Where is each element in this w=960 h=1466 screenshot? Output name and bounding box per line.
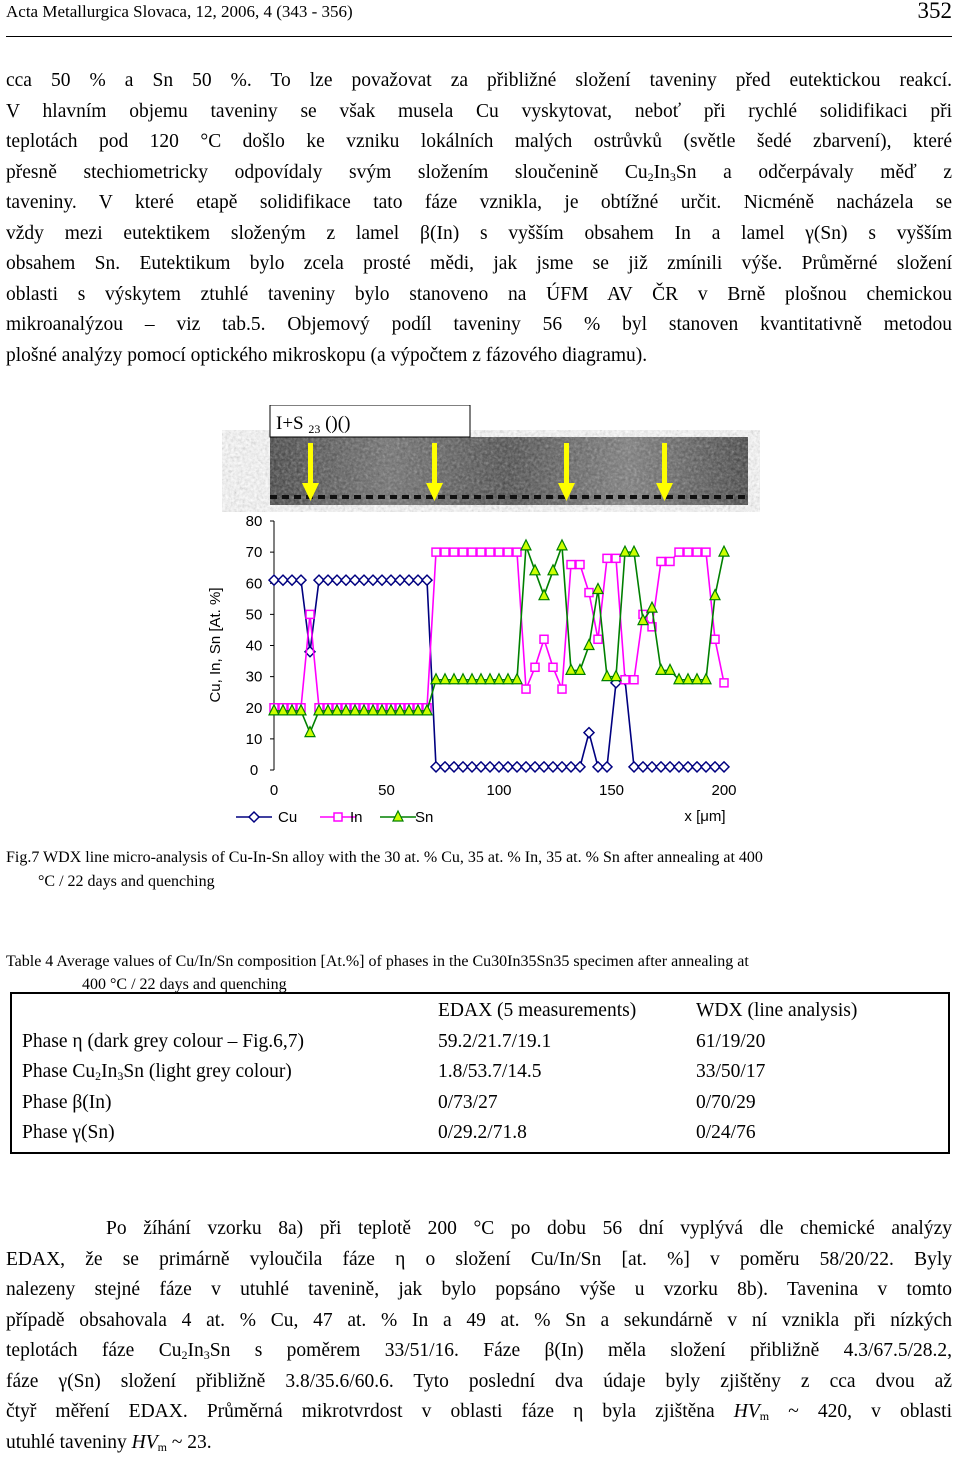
data-point-in	[621, 676, 629, 684]
p2-text: teplotách fáze Cu	[6, 1340, 182, 1361]
p2-line: fáze γ(Sn) složení přibližně 3.8/35.6/60.6. Tyto poslední dva údaje byly zjištěny z cca dvou až	[6, 1370, 952, 1392]
data-point-in	[486, 548, 494, 556]
p2-line	[6, 1214, 952, 1245]
data-point-in	[576, 561, 584, 569]
data-point-in	[432, 548, 440, 556]
data-point-in	[603, 554, 611, 562]
y-tick-label: 0	[249, 762, 259, 779]
y-tick-label: 20	[245, 699, 263, 717]
page-header	[6, 0, 952, 37]
p2-text: Sn s poměrem 33/51/16. Fáze β(In) měla složení přibližně 4.3/67.5/28.2,	[209, 1340, 952, 1361]
legend-marker-cu	[249, 812, 259, 822]
legend-marker-sn	[393, 811, 403, 821]
data-point-in	[594, 635, 602, 643]
x-tick-label: 50	[378, 782, 395, 799]
p2-text: čtyř měření EDAX. Průměrná mikrotvrdost v oblasti fáze η byla zjištěna	[6, 1401, 734, 1422]
subscript: 3	[669, 169, 676, 184]
y-tick-label: 50	[245, 606, 263, 624]
p2-line	[6, 1336, 952, 1367]
legend	[236, 809, 433, 826]
journal-citation: Acta Metallurgica Slovaca, 12, 2006, 4 (343 - 356)	[6, 2, 353, 21]
data-point-in	[558, 685, 566, 693]
data-point-in	[459, 548, 467, 556]
phase-text: In	[101, 1061, 118, 1082]
subscript: 2	[647, 169, 654, 184]
p1-line: teplotách pod 120 °C došlo ke vzniku lokálních malých ostrůvků (světle šedé zbarvení), které	[6, 131, 952, 152]
table-cell-phase: Phase η (dark grey colour – Fig.6,7)	[22, 1030, 305, 1052]
figure-caption-line: °C / 22 days and quenching	[38, 873, 215, 890]
x-tick-label: 100	[486, 782, 512, 799]
data-point-in	[657, 557, 665, 565]
figure-wdx-line-analysis	[200, 405, 760, 830]
data-point-in	[567, 561, 575, 569]
y-tick-label: 60	[245, 575, 263, 593]
table-cell-wdx: 61/19/20	[696, 1030, 766, 1052]
table-cell-phase: Phase β(In)	[22, 1091, 112, 1113]
subscript: 2	[181, 1348, 188, 1362]
figure-caption-line: Fig.7 WDX line micro-analysis of Cu-In-Sn alloy with the 30 at. % Cu, 35 at. % In, 35 at. % Sn after annealing at 400	[6, 849, 763, 866]
legend-label-in: In	[350, 809, 363, 826]
data-point-in	[711, 635, 719, 643]
p1-line: vždy mezi eutektikem složeným z lamel β(In) s vyšším obsahem In a lamel γ(Sn) s vyšším	[6, 222, 952, 244]
table-cell-wdx: 0/24/76	[696, 1122, 756, 1143]
data-point-in	[684, 548, 692, 556]
y-tick-label: 30	[245, 668, 263, 686]
data-point-in	[612, 554, 620, 562]
table-row	[22, 1088, 946, 1119]
phase-text: Phase Cu	[22, 1061, 96, 1082]
composition-table	[10, 992, 950, 1154]
p2-line	[6, 1397, 952, 1428]
data-point-in	[630, 676, 638, 684]
subscript: m	[759, 1409, 770, 1423]
data-point-in	[675, 548, 683, 556]
p2-line: případě obsahovala 4 at. % Cu, 47 at. % In a 49 at. % Sn a sekundárně v ní vznikla při nízkých	[6, 1309, 952, 1331]
p2-text: In	[187, 1340, 204, 1361]
x-tick-label: 200	[711, 782, 737, 799]
p2-text: ~ 420, v oblasti	[769, 1401, 952, 1422]
y-axis-label: Cu, In, Sn [At. %]	[207, 587, 224, 703]
table-header-cell: WDX (line analysis)	[696, 1000, 858, 1021]
table-cell-edax: 0/29.2/71.8	[438, 1122, 527, 1143]
data-point-in	[477, 548, 485, 556]
data-point-in	[702, 548, 710, 556]
table-caption-line: Table 4 Average values of Cu/In/Sn composition [At.%] of phases in the Cu30In35Sn35 specimen after annealing at	[6, 953, 749, 970]
hv-symbol: HV	[131, 1431, 158, 1453]
p2-text: Po žíhání vzorku 8a) při teplotě 200 °C po dobu 56 dní vyplývá dle chemické analýzy	[106, 1218, 952, 1239]
p1-line: V hlavním objemu taveniny se však musela Cu vyskytovat, neboť při rychlé solidifikaci při	[6, 100, 952, 122]
y-ticks	[246, 513, 274, 779]
table-header-cell	[22, 996, 438, 1027]
p2-text: ~ 23.	[166, 1431, 212, 1453]
p1-line: plošné analýzy pomocí optického mikroskopu (a výpočtem z fázového diagramu).	[6, 344, 648, 366]
p1-text: In	[653, 161, 670, 183]
subscript: m	[157, 1439, 167, 1454]
inset-label-text: I+S	[276, 413, 309, 434]
page-number: 352	[917, 0, 952, 23]
table	[22, 996, 946, 1149]
table-row	[22, 1118, 946, 1149]
p1-line	[6, 158, 952, 189]
hv-symbol: HV	[733, 1401, 760, 1422]
y-tick-label: 70	[245, 544, 263, 562]
p1-line: obsahem Sn. Eutektikum bylo zcela prosté mědi, jak jsme se již zmínili výše. Průměrné složení	[6, 253, 952, 274]
table-cell-wdx: 33/50/17	[696, 1061, 766, 1082]
data-point-in	[513, 548, 521, 556]
table-cell-wdx: 0/70/29	[696, 1091, 756, 1113]
inset-label-sub: 23	[308, 422, 321, 436]
subscript: 3	[117, 1069, 124, 1083]
y-tick-label: 40	[245, 637, 263, 655]
data-point-in	[540, 635, 548, 643]
table-cell-edax: 59.2/21.7/19.1	[438, 1030, 552, 1052]
data-point-in	[693, 548, 701, 556]
table-caption-line: 400 °C / 22 days and quenching	[82, 976, 287, 993]
data-point-in	[441, 548, 449, 556]
x-tick-label: 0	[269, 782, 279, 799]
data-point-in	[495, 548, 503, 556]
data-point-in	[504, 548, 512, 556]
p2-text: utuhlé taveniny	[6, 1431, 132, 1453]
table-cell-edax: 1.8/53.7/14.5	[438, 1061, 542, 1082]
data-point-in	[666, 557, 674, 565]
figure-caption	[6, 846, 952, 894]
paragraph-2	[6, 1214, 952, 1458]
data-point-in	[450, 548, 458, 556]
data-point-in	[720, 679, 728, 687]
x-tick-label: 150	[598, 782, 625, 799]
micrograph-texture	[270, 437, 748, 505]
p1-line: oblasti s výskytem ztuhlé taveniny bylo stanoveno na ÚFM AV ČR v Brně plošnou chemickou	[6, 283, 952, 305]
p2-line: nalezeny stejné fáze v utuhlé tavenině, jak bylo popsáno výše u vzorku 8b). Tavenina v tomto	[6, 1279, 952, 1300]
micrograph-inset	[270, 405, 748, 505]
p1-line: taveniny. V které etapě solidifikace tato fáze vznikla, je obtížné určit. Nicméně nacházela se	[6, 192, 952, 213]
inset-label-rest: ()()	[320, 413, 351, 434]
table-cell-phase	[22, 1057, 438, 1088]
table-cell-phase: Phase γ(Sn)	[22, 1122, 115, 1143]
data-point-in	[306, 610, 314, 618]
table-header-cell: EDAX (5 measurements)	[438, 1000, 637, 1021]
p1-line: cca 50 % a Sn 50 %. To lze považovat za přibližné složení taveniny před eutektickou reakcí.	[6, 70, 952, 91]
x-axis-label: x [μm]	[684, 808, 726, 825]
p1-text: přesně stechiometricky odpovídaly svým složením sloučenině Cu	[6, 161, 648, 183]
y-tick-label: 80	[245, 513, 263, 530]
p2-line: EDAX, že se primárně vyloučila fáze η o složení Cu/In/Sn [at. %] v poměru 58/20/22. Byly	[6, 1248, 952, 1270]
data-point-in	[549, 663, 557, 671]
subscript: 3	[203, 1348, 210, 1362]
chart-area	[207, 513, 737, 826]
data-point-in	[585, 589, 593, 597]
paragraph-1	[6, 66, 952, 371]
subscript: 2	[95, 1069, 102, 1083]
phase-text: Sn (light grey colour)	[123, 1061, 292, 1082]
y-tick-label: 10	[245, 730, 263, 748]
x-ticks	[270, 782, 737, 799]
table-row	[22, 1027, 946, 1058]
legend-label-sn: Sn	[415, 809, 434, 826]
data-point-in	[522, 685, 530, 693]
table-cell-edax: 0/73/27	[438, 1091, 498, 1113]
table-row	[22, 1057, 946, 1088]
table-caption	[6, 950, 952, 996]
p1-text: Sn a odčerpávaly měď z	[675, 161, 952, 183]
data-point-in	[468, 548, 476, 556]
data-point-in	[531, 663, 539, 671]
p1-line: mikroanalýzou – viz tab.5. Objemový podíl taveniny 56 % byl stanoven kvantitativně metodou	[6, 314, 952, 335]
table-header-row	[22, 996, 946, 1027]
p2-line	[6, 1428, 952, 1459]
legend-marker-in	[334, 813, 342, 821]
legend-label-cu: Cu	[278, 809, 298, 826]
